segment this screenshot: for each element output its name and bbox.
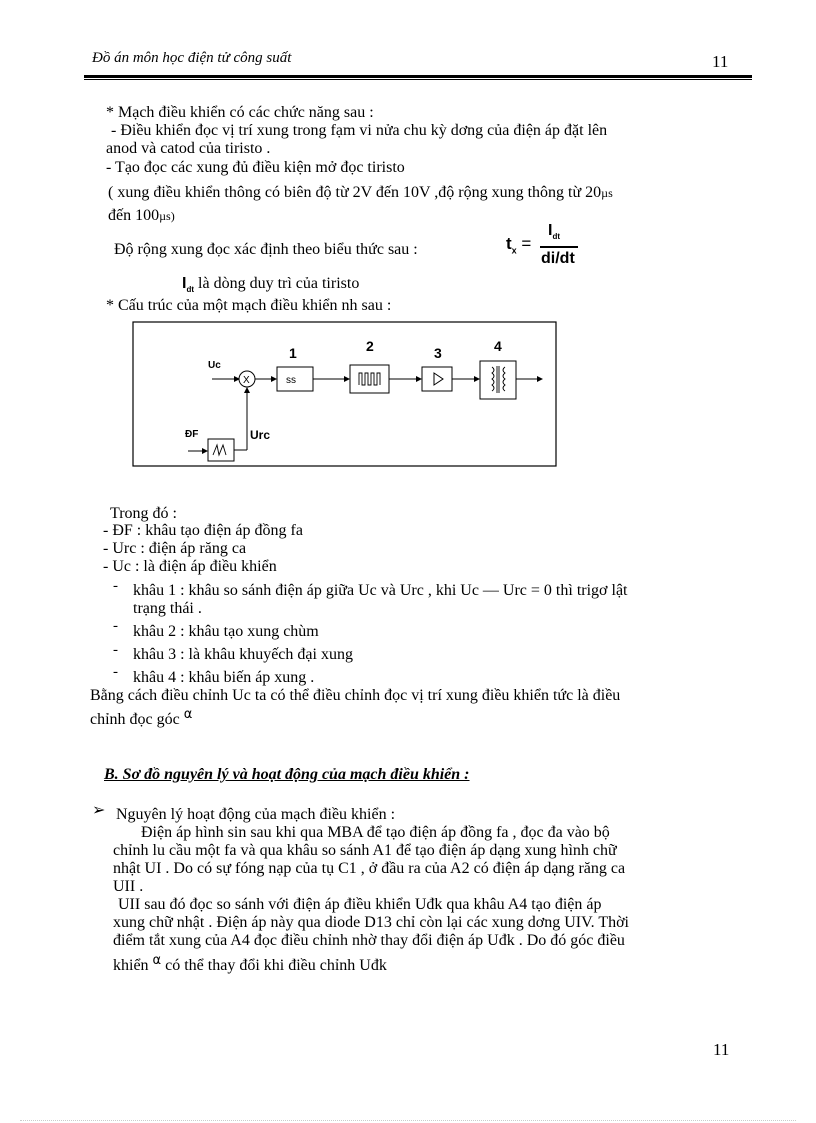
principle-p1: Điện áp hình sin sau khi qua MBA để tạo điện áp đồng fa , đọc đa vào bộ — [141, 824, 610, 841]
principle-p5: UII sau đó đọc so sánh với điện áp điều khiển Uđk qua khâu A4 tạo điện áp — [118, 896, 602, 913]
legend-df: - ĐF : khâu tạo điện áp đồng fa — [103, 522, 303, 539]
alpha-symbol: α — [183, 707, 193, 722]
legend-urc: - Urc : điện áp răng ca — [103, 540, 247, 557]
idt-symbol: I — [182, 275, 187, 292]
formula-t-sub: x — [511, 245, 517, 256]
pulse-width-text: Độ rộng xung đọc xác định theo biểu thức sau : — [114, 241, 418, 258]
block-3-amplifier — [422, 367, 452, 391]
section-b-heading: B. Sơ đồ nguyên lý và hoạt động của mạch điều khiển : — [104, 766, 470, 783]
func-item-1: - Điều khiển đọc vị trí xung trong fạm vi nửa chu kỳ dơng của điện áp đặt lên — [111, 122, 608, 139]
principle-p7: điểm tắt xung của A4 đọc điều chỉnh nhờ thay đổi điện áp Uđk . Do đó góc điều — [113, 932, 625, 949]
unit-us: µs — [601, 186, 613, 200]
df-label: ĐF — [185, 429, 199, 440]
summing-symbol: X — [243, 375, 250, 386]
stage-1-cont: trạng thái . — [133, 600, 202, 617]
principle-p4: UII . — [113, 878, 144, 895]
bullet-3: - — [113, 642, 118, 658]
control-block-diagram — [132, 321, 558, 468]
principle-p8-rest: có thể thay đổi khi điều chỉnh Uđk — [165, 957, 387, 974]
structure-intro: * Cấu trúc của một mạch điều khiển nh sau : — [106, 297, 392, 314]
formula-t: t — [506, 234, 512, 253]
formula-I: I — [548, 222, 553, 239]
stage-2: khâu 2 : khâu tạo xung chùm — [133, 623, 319, 640]
block-1-text: ss — [286, 375, 296, 386]
principle-p2: chỉnh lu cầu một fa và qua khâu so sánh A1 để tạo điện áp dạng xung hình chữ — [113, 842, 617, 859]
header-title: Đồ án môn học điện tử công suất — [92, 50, 292, 66]
func-item-3-cont-text: đến 100 — [108, 207, 160, 224]
stage-1: khâu 1 : khâu so sánh điện áp giữa Uc và Urc , khi Uc — Urc = 0 thì trigơ lật — [133, 582, 628, 599]
bullet-4: - — [113, 664, 118, 680]
formula-fraction-bar — [540, 246, 578, 248]
principle-p8-text: khiển — [113, 957, 149, 974]
block-4-number: 4 — [494, 338, 502, 354]
idt-sub: dt — [186, 285, 195, 295]
func-item-3-text: ( xung điều khiển thông có biên độ từ 2V đến 10V ,độ rộng xung thông từ 20 — [108, 184, 602, 201]
page-bottom-edge — [20, 1120, 796, 1121]
principle-p3: nhật UI . Do có sự fóng nạp của tụ C1 , ở đầu ra của A2 có điện áp dạng răng ca — [113, 860, 626, 877]
alpha-symbol-2: α — [152, 953, 162, 968]
formula-I-sub: dt — [552, 232, 561, 242]
block-2-pulse-train — [350, 365, 389, 393]
block-4-pulse-transformer — [480, 361, 516, 399]
header-rule-thin — [84, 79, 752, 80]
principle-p8 — [113, 953, 387, 976]
idt-text: là dòng duy trì của tiristo — [198, 275, 360, 292]
block-1-number: 1 — [289, 345, 297, 361]
arrow-bullet-icon: ➢ — [92, 800, 106, 819]
uc-label: Uc — [208, 360, 221, 371]
block-2-number: 2 — [366, 338, 374, 354]
summary-line-2-text: chỉnh đọc góc — [90, 711, 180, 728]
idt-line — [182, 275, 359, 299]
bullet-1: - — [113, 578, 118, 594]
formula-numerator — [548, 222, 560, 241]
legend-uc: - Uc : là điện áp điều khiển — [103, 558, 277, 575]
func-item-3 — [108, 184, 613, 202]
header-rule-thick — [84, 75, 752, 78]
legend-title: Trong đó : — [110, 505, 177, 522]
urc-label: Urc — [250, 428, 271, 442]
unit-us-2: µs) — [159, 209, 175, 223]
principle-p6: xung chữ nhật . Điện áp này qua diode D13 chỉ còn lại các xung dơng UIV. Thời — [113, 914, 629, 931]
block-3-number: 3 — [434, 345, 442, 361]
principle-title: Nguyên lý hoạt động của mạch điều khiển : — [116, 806, 396, 823]
summary-line-2 — [90, 707, 193, 730]
func-item-2: - Tạo đọc các xung đủ điều kiện mở đọc tiristo — [106, 159, 405, 176]
func-intro: * Mạch điều khiển có các chức năng sau : — [106, 104, 374, 121]
footer-page-number: 11 — [713, 1040, 730, 1059]
summary-line-1: Bằng cách điều chỉnh Uc ta có thể điều chỉnh đọc vị trí xung điều khiển tức là điều — [90, 687, 621, 704]
func-item-1-cont: anod và catod của tiristo . — [106, 140, 271, 157]
bullet-2: - — [113, 618, 118, 634]
stage-3: khâu 3 : là khâu khuyếch đại xung — [133, 646, 353, 663]
formula-lhs: $t_x$ = — [506, 234, 532, 256]
stage-4: khâu 4 : khâu biến áp xung . — [133, 669, 315, 686]
formula-denominator: di/dt — [541, 250, 575, 267]
func-item-3-cont — [108, 207, 175, 225]
header-page-number: 11 — [712, 52, 729, 71]
